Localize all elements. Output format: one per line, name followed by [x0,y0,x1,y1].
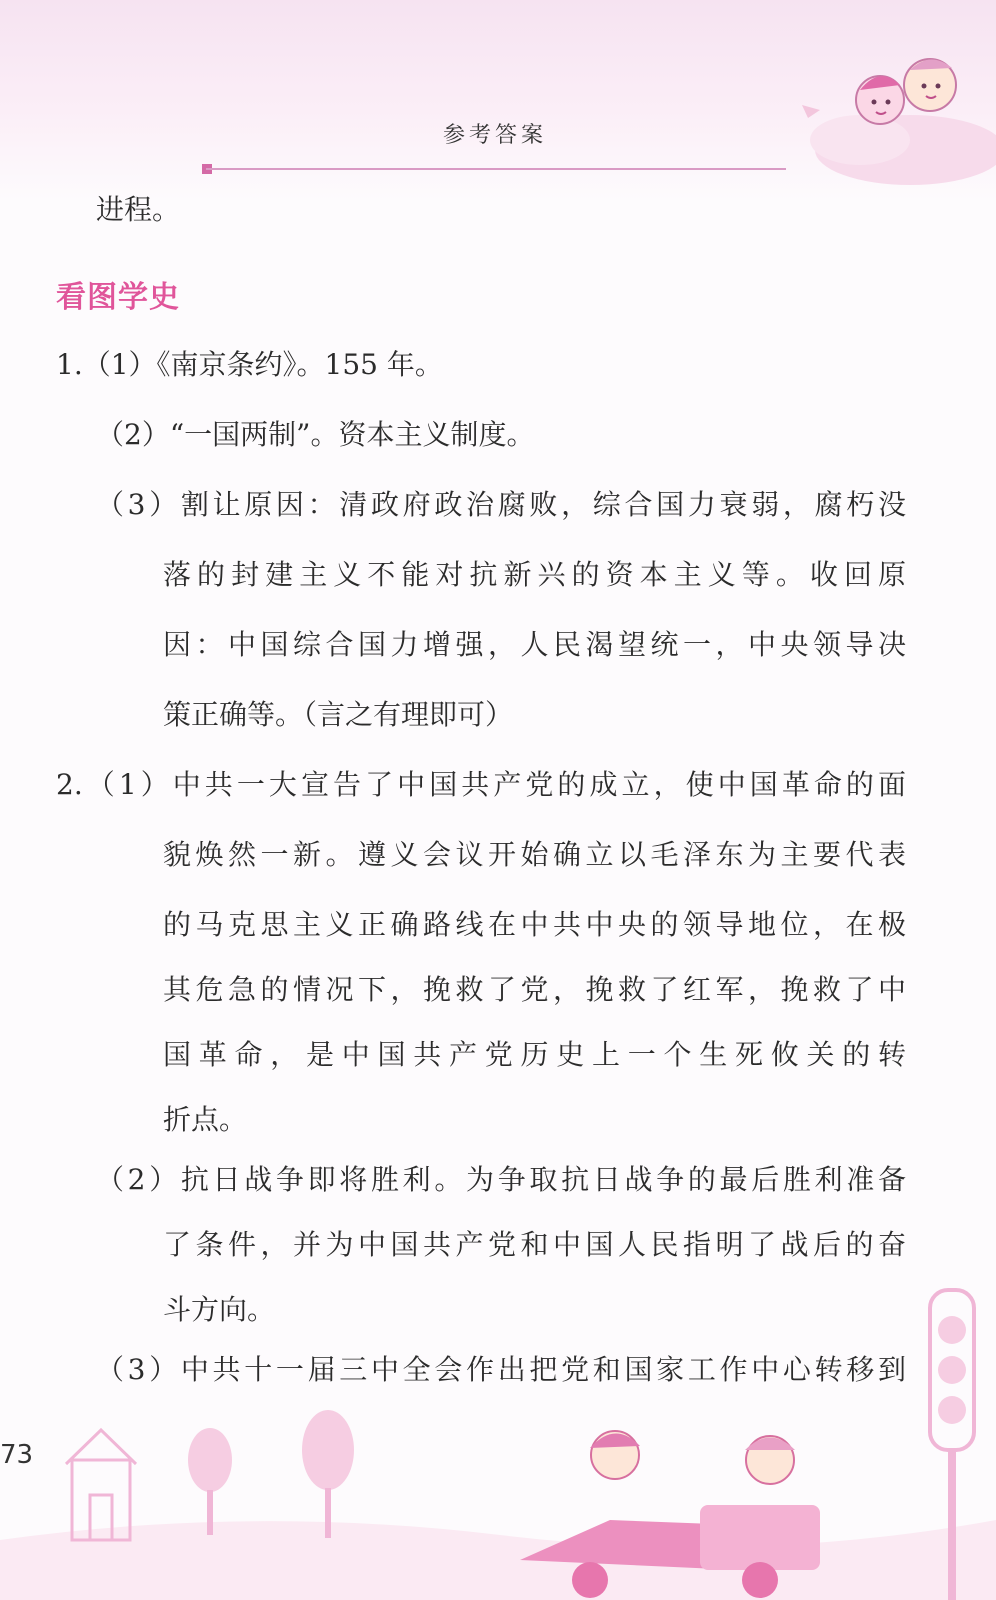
q2-part2-line3: 斗方向。 [163,1293,276,1326]
intro-line: 进程。 [96,193,181,226]
q1-part3-line2: 落的封建主义不能对抗新兴的资本主义等。收回原 [163,558,906,591]
q1-part3-line4: 策正确等。（言之有理即可） [163,698,514,731]
page-header-title: 参考答案 [442,123,547,148]
q2-part1-line2: 貌焕然一新。遵义会议开始确立以毛泽东为主要代表 [163,838,906,871]
q1-part3-line1: （3）割让原因：清政府政治腐败，综合国力衰弱，腐朽没 [96,488,906,521]
bottom-illustration [0,1270,996,1600]
q2-part3-line1: （3）中共十一届三中全会作出把党和国家工作中心转移到 [96,1353,906,1386]
section-heading: 看图学史 [56,280,180,315]
kids-on-cloud-illustration [800,30,996,190]
q2-part1-line4: 其危急的情况下，挽救了党，挽救了红军，挽救了中 [163,973,906,1006]
q2-part2-line2: 了条件，并为中国共产党和中国人民指明了战后的奋 [163,1228,906,1261]
q1-part3-line3: 因：中国综合国力增强，人民渴望统一，中央领导决 [163,628,906,661]
q2-part1-line6: 折点。 [163,1103,248,1136]
q1-part2: （2）“一国两制”。资本主义制度。 [96,418,535,451]
q1-part1: 1.（1）《南京条约》。155 年。 [56,348,443,381]
q2-part1-line1: 2.（1）中共一大宣告了中国共产党的成立，使中国革命的面 [56,768,906,801]
q2-part1-line3: 的马克思主义正确路线在中共中央的领导地位，在极 [163,908,906,941]
page-number: 73 [0,1440,34,1470]
q2-part2-line1: （2）抗日战争即将胜利。为争取抗日战争的最后胜利准备 [96,1163,906,1196]
header-rule [206,168,786,170]
q2-part1-line5: 国革命，是中国共产党历史上一个生死攸关的转 [163,1038,906,1071]
